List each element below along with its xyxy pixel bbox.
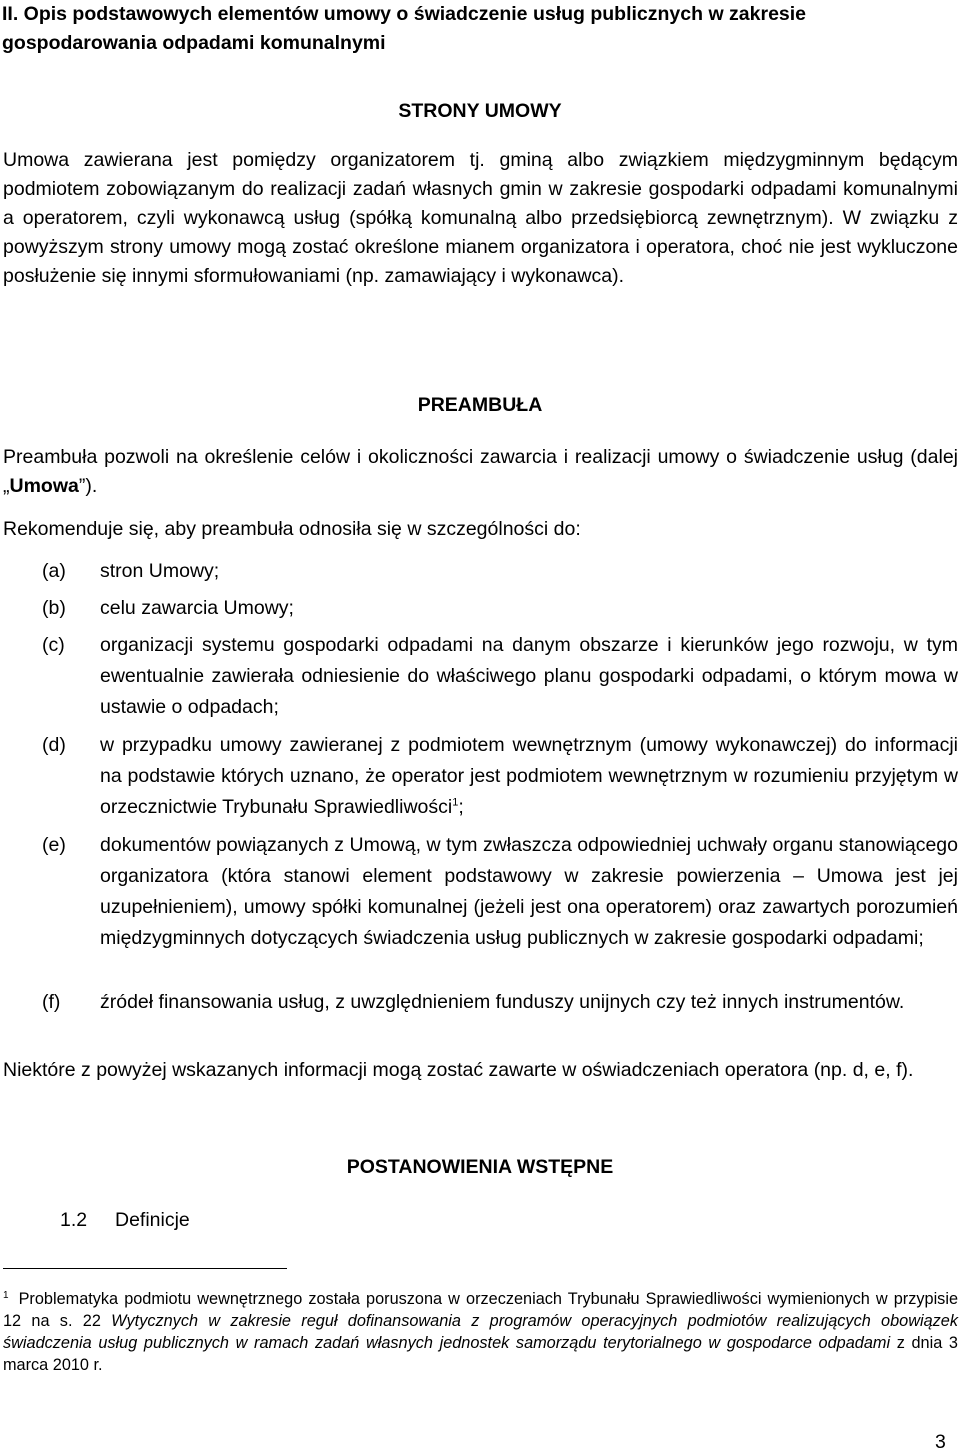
preamble-paragraph	[3, 443, 958, 501]
footnote-text-2: z dnia 3 marca 2010 r.	[3, 1334, 958, 1374]
list-item-label: (c)	[42, 634, 65, 656]
list-item-text: źródeł finansowania usług, z uwzględnieniem funduszy unijnych czy też innych instrumentów.	[100, 991, 905, 1013]
page-number: 3	[935, 1431, 946, 1453]
list-item-text: dokumentów powiązanych z Umową, w tym zwłaszcza odpowiedniej uchwały organu stanowiącego organizatora (która stanowi element podstawowy w zakresie powierzenia – Umowa jest jej uzupełnieniem), umowy spółki komunalnej (jeżeli jest ona operatorem) oraz zawartych porozumień międzygminnych dotyczących świadczenia usług publicznych w zakresie gospodarki odpadami;	[100, 834, 958, 949]
subsection-title: Definicje	[115, 1209, 190, 1231]
list-item-text	[100, 730, 958, 823]
list-item-label: (f)	[42, 991, 61, 1013]
parties-paragraph: Umowa zawierana jest pomiędzy organizatorem tj. gminą albo związkiem międzygminnym będącym podmiotem zobowiązanym do realizacji zadań własnych gmin w zakresie gospodarki odpadami komunalnymi a operatorem, czyli wykonawcą usług (spółką komunalną albo przedsiębiorcą zewnętrznym). W związku z powyższym strony umowy mogą zostać określone mianem organizatora i operatora, choć nie jest wykluczone posłużenie się innymi sformułowaniami (np. zamawiający i wykonawca).	[3, 149, 958, 287]
preamble-text-after: ”).	[78, 475, 98, 497]
subsection-number: 1.2	[60, 1209, 88, 1231]
note-paragraph: Niektóre z powyżej wskazanych informacji mogą zostać zawarte w oświadczeniach operatora (np. d, e, f).	[3, 1059, 914, 1081]
list-item-label: (b)	[42, 597, 66, 619]
parties-heading: STRONY UMOWY	[398, 100, 562, 122]
list-item-label: (a)	[42, 560, 66, 582]
list-item-text-main: w przypadku umowy zawieranej z podmiotem wewnętrznym (umowy wykonawczej) do informacji na podstawie których uznano, że operator jest podmiotem wewnętrznym w rozumieniu przyjętym w orzecznictwie Trybunału Sprawiedliwości	[100, 734, 958, 818]
section-title: II. Opis podstawowych elementów umowy o świadczenie usług publicznych w zakresie gospodarowania odpadami komunalnymi	[2, 3, 807, 54]
list-item-text-end: ;	[458, 796, 464, 818]
list-item-text: organizacji systemu gospodarki odpadami na danym obszarze i kierunków jego rozwoju, w tym ewentualnie zawierała odniesienie do właściwego planu gospodarki odpadami, o którym mowa w ustawie o odpadach;	[100, 634, 958, 718]
footnote-text-italic: Wytycznych w zakresie reguł dofinansowania z programów operacyjnych podmiotów realizujących obowiązek świadczenia usług publicznych w ramach zadań własnych jednostek samorządu terytorialnego w gospodarce odpadami	[3, 1312, 958, 1352]
footnote	[3, 1288, 958, 1376]
preamble-heading: PREAMBUŁA	[417, 394, 543, 416]
footnote-text-1: Problematyka podmiotu wewnętrznego została poruszona w orzeczeniach Trybunału Sprawiedliwości wymienionych w przypisie 12 na s. 22	[3, 1290, 958, 1330]
subsection-heading	[60, 1206, 190, 1234]
preamble-term-umowa: Umowa	[9, 475, 79, 497]
footnote-reference: 1	[452, 796, 459, 809]
list-item-text: stron Umowy;	[100, 560, 220, 582]
footnote-mark: 1	[3, 1289, 9, 1301]
preamble-recommendation: Rekomenduje się, aby preambuła odnosiła się w szczególności do:	[3, 518, 581, 540]
list-item-label: (d)	[42, 734, 66, 756]
footnote-separator	[3, 1268, 287, 1269]
preamble-text-before: Preambuła pozwoli na określenie celów i okoliczności zawarcia i realizacji umowy o świadczenie usług (dalej „	[3, 446, 958, 497]
list-item-label: (e)	[42, 834, 66, 856]
preliminary-heading: POSTANOWIENIA WSTĘPNE	[346, 1156, 614, 1178]
list-item-text: celu zawarcia Umowy;	[100, 597, 294, 619]
